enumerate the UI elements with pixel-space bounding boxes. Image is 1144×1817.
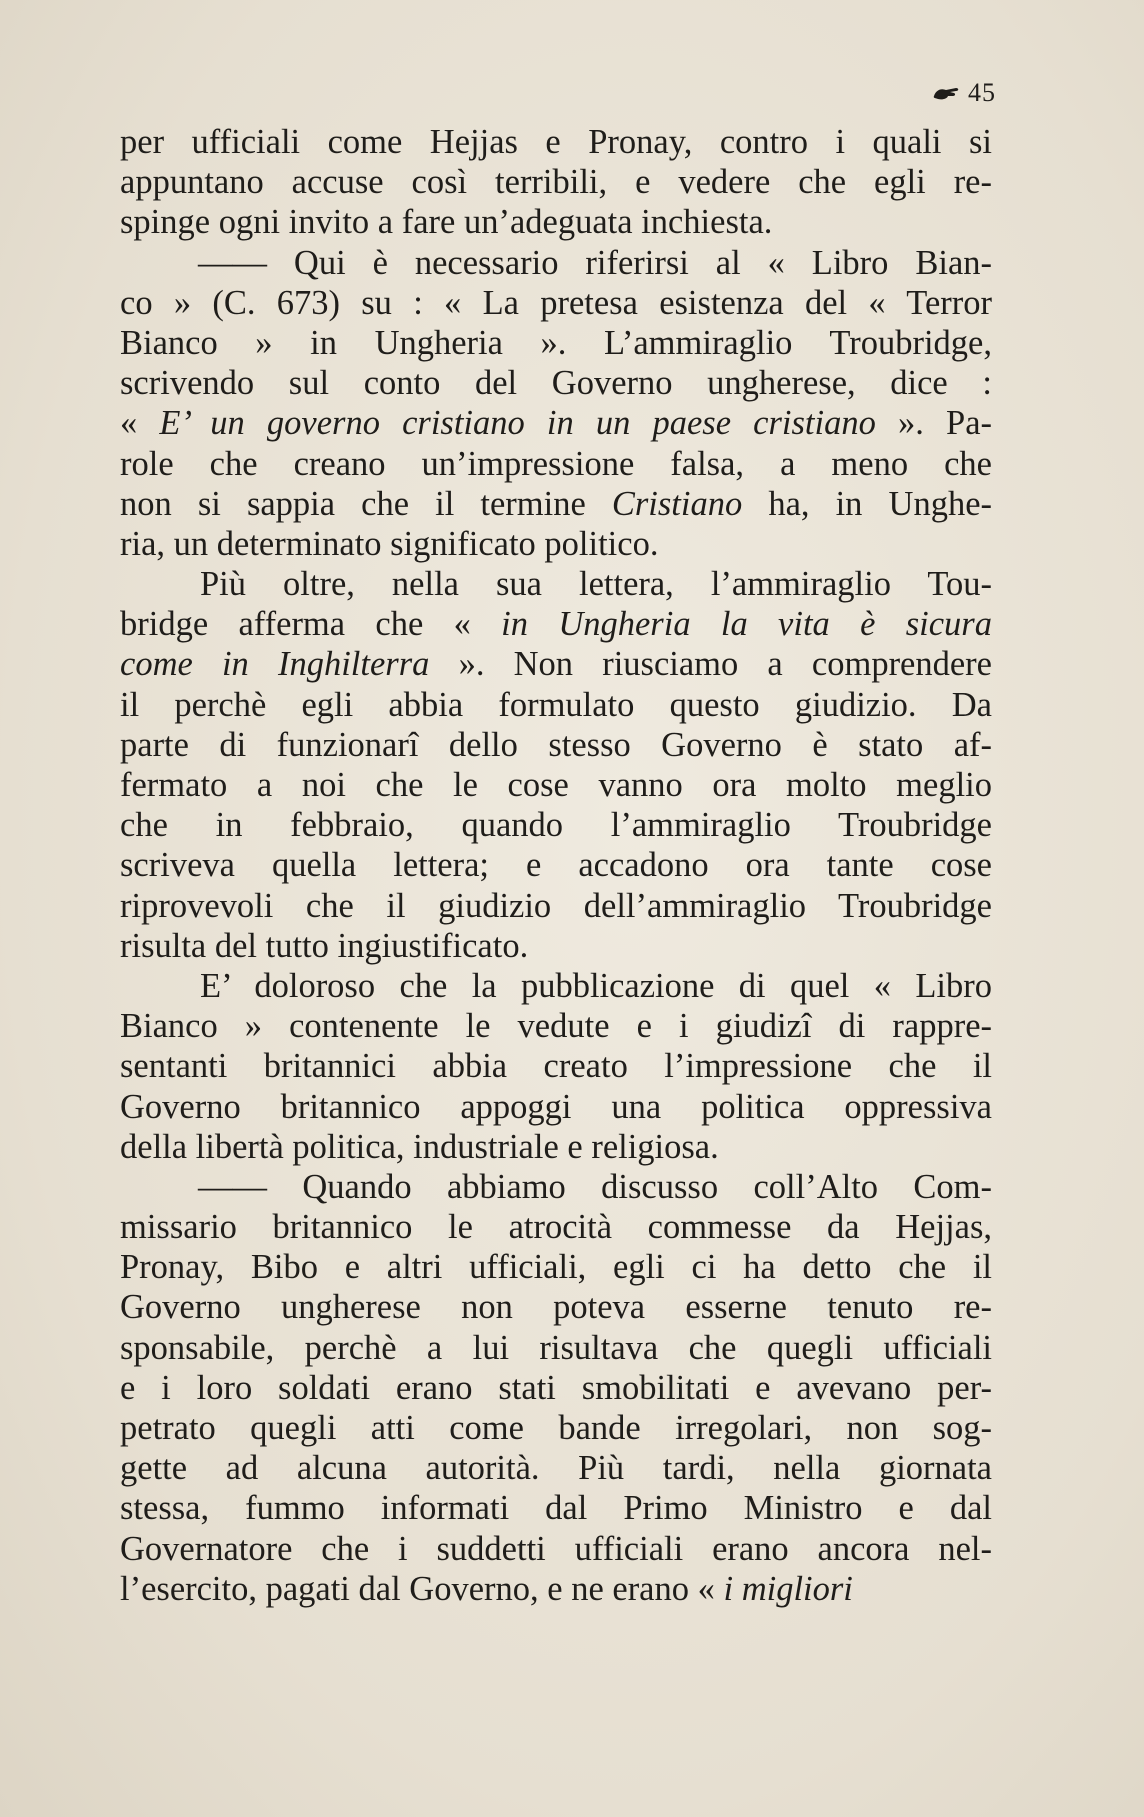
italic-segment: come in Inghilterra xyxy=(120,645,430,684)
text-segment: parte di funzionarî dello stesso Governo è stato af- xyxy=(120,725,992,764)
text-line xyxy=(120,1046,992,1086)
text-segment: spinge ogni invito a fare un’adeguata inchiesta. xyxy=(120,203,773,242)
hand-pointer-ornament-icon xyxy=(932,84,960,102)
text-line xyxy=(120,1287,992,1327)
text-line xyxy=(120,1247,992,1287)
italic-segment: in Ungheria la vita è sicura xyxy=(501,605,992,644)
text-line xyxy=(120,122,992,162)
page-header xyxy=(932,78,996,108)
paragraph xyxy=(120,966,992,1167)
text-segment: l’esercito, pagati dal Governo, e ne erano « xyxy=(120,1569,724,1608)
text-line xyxy=(120,966,992,1006)
paragraph xyxy=(120,1167,992,1609)
text-segment: il perchè egli abbia formulato questo giudizio. Da xyxy=(120,685,992,724)
text-line xyxy=(120,765,992,805)
text-line xyxy=(120,1488,992,1528)
text-line xyxy=(120,1448,992,1488)
text-line xyxy=(120,162,992,202)
paragraph xyxy=(120,564,992,966)
text-segment: appuntano accuse così terribili, e vedere che egli re- xyxy=(120,163,992,202)
text-segment: co » (C. 673) su : « La pretesa esistenza del « Terror xyxy=(120,283,992,322)
text-segment: Governatore che i suddetti ufficiali erano ancora nel- xyxy=(120,1529,992,1568)
text-line xyxy=(120,725,992,765)
text-line xyxy=(120,1368,992,1408)
text-segment: e i loro soldati erano stati smobilitati e avevano per- xyxy=(120,1368,992,1407)
text-line xyxy=(120,403,992,443)
text-segment: gette ad alcuna autorità. Più tardi, nella giornata xyxy=(120,1449,992,1488)
text-segment: —— Quando abbiamo discusso coll’Alto Com- xyxy=(198,1167,992,1206)
text-line xyxy=(120,1167,992,1207)
text-segment: missario britannico le atrocità commesse da Hejjas, xyxy=(120,1208,992,1247)
text-segment: ». Non riusciamo a comprendere xyxy=(429,645,992,684)
text-line xyxy=(120,685,992,725)
text-line xyxy=(120,1087,992,1127)
text-segment: —— Qui è necessario riferirsi al « Libro Bian- xyxy=(198,243,992,282)
text-line xyxy=(120,283,992,323)
text-line xyxy=(120,845,992,885)
text-segment: Governo ungherese non poteva esserne tenuto re- xyxy=(120,1288,992,1327)
text-line xyxy=(120,243,992,283)
text-line xyxy=(120,1127,992,1167)
text-segment: petrato quegli atti come bande irregolari, non sog- xyxy=(120,1409,992,1447)
text-segment: E’ doloroso che la pubblicazione di quel « Libro xyxy=(200,966,992,1005)
text-segment: Governo britannico appoggi una politica oppressiva xyxy=(120,1087,992,1126)
text-line xyxy=(120,805,992,845)
text-segment: fermato a noi che le cose vanno ora molto meglio xyxy=(120,766,992,804)
text-line xyxy=(120,1328,992,1368)
text-line xyxy=(120,926,992,966)
page-number: 45 xyxy=(968,78,996,107)
text-segment: « xyxy=(120,404,160,443)
text-line xyxy=(120,1207,992,1247)
text-segment: della libertà politica, industriale e religiosa. xyxy=(120,1127,719,1166)
text-segment: stessa, fummo informati dal Primo Ministro e dal xyxy=(120,1489,992,1528)
text-line xyxy=(120,564,992,604)
text-line xyxy=(120,484,992,524)
text-segment: Pronay, Bibo e altri ufficiali, egli ci ha detto che il xyxy=(120,1248,992,1287)
text-segment: Bianco » contenente le vedute e i giudizî di rappre- xyxy=(120,1007,992,1046)
text-segment: Bianco » in Ungheria ». L’ammiraglio Troubridge, xyxy=(120,323,992,362)
paragraph xyxy=(120,122,992,243)
text-segment: bridge afferma che « xyxy=(120,605,502,644)
text-segment: role che creano un’impressione falsa, a meno che xyxy=(120,444,992,483)
text-segment: riprovevoli che il giudizio dell’ammiraglio Troubridge xyxy=(120,886,992,925)
text-segment: Più oltre, nella sua lettera, l’ammiraglio Tou- xyxy=(200,565,992,604)
italic-segment: i migliori xyxy=(723,1569,853,1608)
text-segment: sponsabile, perchè a lui risultava che quegli ufficiali xyxy=(120,1328,992,1367)
text-line xyxy=(120,604,992,644)
paragraph xyxy=(120,243,992,565)
text-line xyxy=(120,444,992,484)
italic-segment: E’ un governo cristiano in un paese cristiano xyxy=(159,404,876,443)
text-line xyxy=(120,202,992,242)
text-segment: risulta del tutto ingiustificato. xyxy=(120,926,529,965)
italic-segment: Cristiano xyxy=(611,484,743,523)
text-line xyxy=(120,1408,992,1448)
text-line xyxy=(120,1569,992,1609)
text-line xyxy=(120,323,992,363)
text-segment: ha, in Unghe- xyxy=(742,484,992,523)
text-segment: che in febbraio, quando l’ammiraglio Troubridge xyxy=(120,806,992,845)
text-line xyxy=(120,363,992,403)
text-segment: ». Pa- xyxy=(875,404,992,443)
text-segment: per ufficiali come Hejjas e Pronay, contro i quali si xyxy=(120,123,992,161)
text-line xyxy=(120,1529,992,1569)
text-segment: scrivendo sul conto del Governo ungherese, dice : xyxy=(120,364,992,403)
text-segment: scriveva quella lettera; e accadono ora tante cose xyxy=(120,846,992,885)
text-line xyxy=(120,886,992,926)
text-line xyxy=(120,644,992,684)
text-line xyxy=(120,524,992,564)
text-segment: sentanti britannici abbia creato l’impressione che il xyxy=(120,1047,992,1086)
text-line xyxy=(120,1006,992,1046)
text-segment: non si sappia che il termine xyxy=(120,484,612,523)
body-text xyxy=(120,122,992,1609)
text-segment: ria, un determinato significato politico. xyxy=(120,524,659,563)
